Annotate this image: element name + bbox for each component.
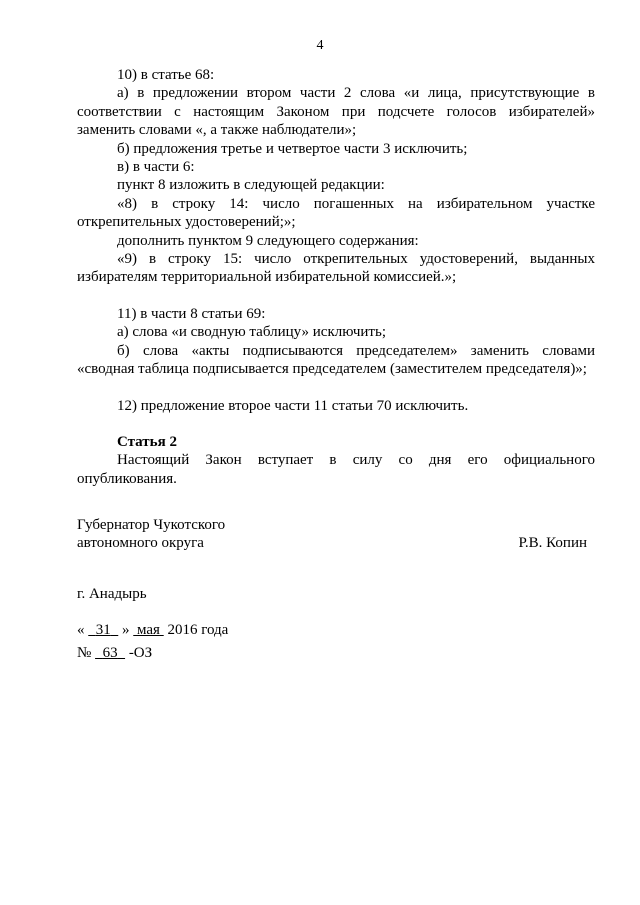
- article-2-heading: Статья 2: [117, 433, 177, 450]
- item-10-heading: 10) в статье 68:: [117, 67, 215, 83]
- item-10-a: а) в предложении втором части 2 слова «и лица, присутствующие в соответствии с настоящим Законом при подсчете голосов избирателей» заменить словами «, а также наблюдатели»;: [77, 85, 595, 139]
- date-month: мая: [137, 622, 160, 638]
- item-10-c-point9-text: «9) в строку 15: число открепительных удостоверений, выданных избирателям территориальной избирательной комиссией.»;: [77, 251, 595, 286]
- law-number: [77, 645, 152, 662]
- item-10-b: б) предложения третье и четвертое части 3 исключить;: [117, 140, 468, 157]
- place-of-signing: г. Анадырь: [77, 586, 147, 602]
- signature-name: Р.В. Копин: [518, 535, 587, 552]
- law-number-value: 63: [102, 645, 118, 661]
- item-11-a: а) слова «и сводную таблицу» исключить;: [117, 324, 386, 341]
- signature-title-line2: автономного округа: [77, 535, 204, 552]
- item-10-c-point9-intro: дополнить пунктом 9 следующего содержания:: [117, 232, 419, 249]
- item-11-b: б) слова «акты подписываются председателем» заменить словами «сводная таблица подписывается председателем (заместителем председателя)»;: [77, 342, 595, 378]
- date-close-quote: »: [122, 622, 130, 638]
- law-number-prefix: №: [77, 645, 92, 661]
- date-open-quote: «: [77, 622, 85, 638]
- item-11-heading: 11) в части 8 статьи 69:: [117, 305, 266, 322]
- signing-date: [77, 622, 228, 639]
- item-10-c: в) в части 6:: [117, 159, 195, 176]
- item-12: 12) предложение второе части 11 статьи 70 исключить.: [117, 397, 469, 414]
- date-year: 2016 года: [167, 622, 229, 638]
- signature-block: [77, 516, 595, 553]
- law-number-suffix: -ОЗ: [128, 645, 153, 661]
- date-day: 31: [95, 622, 111, 638]
- page-number: 4: [316, 38, 324, 53]
- document-body: [77, 66, 595, 488]
- article-2-text: Настоящий Закон вступает в силу со дня его официального опубликования.: [77, 452, 595, 487]
- item-10-c-point8-intro: пункт 8 изложить в следующей редакции:: [117, 177, 385, 194]
- signature-title-line1: Губернатор Чукотского: [77, 517, 226, 533]
- item-10-c-point8-text: «8) в строку 14: число погашенных на избирательном участке открепительных удостоверений;»;: [77, 195, 595, 231]
